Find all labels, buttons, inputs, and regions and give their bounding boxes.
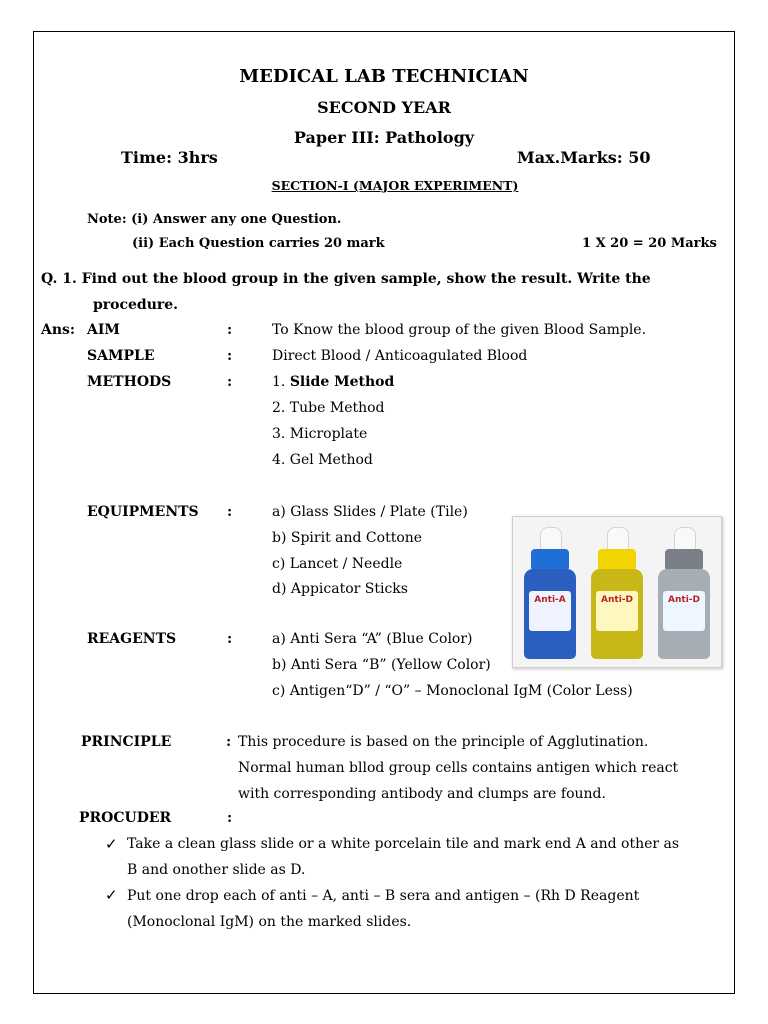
note-line-1: Note: (i) Answer any one Question. bbox=[87, 212, 342, 227]
time-allowed: Time: 3hrs bbox=[121, 148, 218, 167]
reagent-item-1: a) Anti Sera “A” (Blue Color) bbox=[272, 631, 473, 647]
question-line-1: Q. 1. Find out the blood group in the given sample, show the result. Write the bbox=[41, 271, 651, 287]
equipment-item-2: b) Spirit and Cottone bbox=[272, 530, 423, 546]
procedure-step-2-line-2: (Monoclonal IgM) on the marked slides. bbox=[127, 914, 412, 930]
paper-title: Paper III: Pathology bbox=[293, 128, 475, 147]
principle-line-2: Normal human bllod group cells contains antigen which react bbox=[238, 760, 679, 776]
method-item-2: 2. Tube Method bbox=[272, 400, 385, 416]
anti-d-yellow-label: Anti-D bbox=[596, 591, 638, 631]
reagent-item-3: c) Antigen“D” / “O” – Monoclonal IgM (Color Less) bbox=[272, 683, 633, 699]
method-item-1 bbox=[272, 374, 394, 390]
equipments-colon: : bbox=[227, 504, 233, 520]
procedure-step-2-line-1: Put one drop each of anti – A, anti – B sera and antigen – (Rh D Reagent bbox=[127, 888, 640, 904]
reagent-item-2: b) Anti Sera “B” (Yellow Color) bbox=[272, 657, 491, 673]
anti-d-bottle-yellow bbox=[588, 527, 646, 659]
note-marks: 1 X 20 = 20 Marks bbox=[582, 236, 717, 251]
anti-a-label: Anti-A bbox=[529, 591, 571, 631]
method-item-1-text: Slide Method bbox=[289, 374, 395, 390]
principle-line-3: with corresponding antibody and clumps are found. bbox=[238, 786, 606, 802]
reagents-label: REAGENTS bbox=[87, 631, 177, 647]
aim-value: To Know the blood group of the given Blood Sample. bbox=[272, 322, 647, 338]
reagent-bottles-photo bbox=[512, 516, 722, 668]
procedure-step-1-line-2: B and onother slide as D. bbox=[127, 862, 306, 878]
ans-label: Ans: bbox=[41, 322, 76, 338]
check-icon: ✓ bbox=[105, 886, 118, 904]
note-line-2: (ii) Each Question carries 20 mark bbox=[132, 236, 385, 251]
method-item-4: 4. Gel Method bbox=[272, 452, 373, 468]
exam-title: MEDICAL LAB TECHNICIAN bbox=[239, 66, 529, 87]
anti-d-bottle-grey bbox=[655, 527, 713, 659]
methods-label: METHODS bbox=[87, 374, 172, 390]
sample-label: SAMPLE bbox=[87, 348, 155, 364]
section-title: SECTION-I (MAJOR EXPERIMENT) bbox=[271, 178, 519, 193]
equipment-item-4: d) Appicator Sticks bbox=[272, 581, 408, 597]
aim-label: AIM bbox=[87, 322, 120, 338]
method-item-3: 3. Microplate bbox=[272, 426, 368, 442]
question-line-2: procedure. bbox=[93, 297, 179, 313]
anti-d-grey-label: Anti-D bbox=[663, 591, 705, 631]
principle-colon: : bbox=[226, 734, 232, 750]
check-icon: ✓ bbox=[105, 835, 118, 853]
exam-year: SECOND YEAR bbox=[317, 98, 451, 117]
method-item-1-num: 1. bbox=[272, 374, 286, 390]
procedure-colon: : bbox=[227, 810, 233, 826]
sample-value: Direct Blood / Anticoagulated Blood bbox=[272, 348, 528, 364]
anti-a-cap bbox=[531, 549, 569, 571]
equipment-item-1: a) Glass Slides / Plate (Tile) bbox=[272, 504, 468, 520]
anti-d-yellow-cap bbox=[598, 549, 636, 571]
reagents-colon: : bbox=[227, 631, 233, 647]
principle-label: PRINCIPLE bbox=[81, 734, 172, 750]
principle-line-1: This procedure is based on the principle of Agglutination. bbox=[238, 734, 649, 750]
sample-colon: : bbox=[227, 348, 233, 364]
equipments-label: EQUIPMENTS bbox=[87, 504, 199, 520]
aim-colon: : bbox=[227, 322, 233, 338]
methods-colon: : bbox=[227, 374, 233, 390]
max-marks: Max.Marks: 50 bbox=[517, 148, 651, 167]
anti-d-grey-cap bbox=[665, 549, 703, 571]
anti-a-bottle bbox=[521, 527, 579, 659]
procedure-step-1-line-1: Take a clean glass slide or a white porcelain tile and mark end A and other as bbox=[127, 836, 680, 852]
equipment-item-3: c) Lancet / Needle bbox=[272, 556, 403, 572]
procedure-label: PROCUDER bbox=[79, 810, 172, 826]
